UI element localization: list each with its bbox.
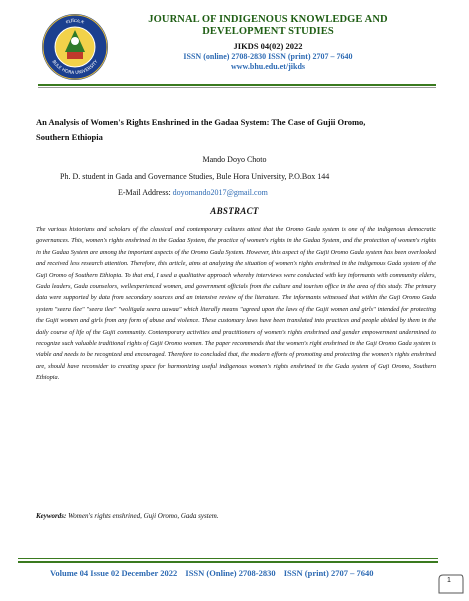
footer-divider-thin bbox=[18, 558, 438, 559]
email-link[interactable]: doyomando2017@gmail.com bbox=[172, 188, 268, 197]
header-divider-thin bbox=[38, 87, 436, 88]
author-affiliation: Ph. D. student in Gada and Governance Studies, Bule Hora University, P.O.Box 144 bbox=[60, 172, 330, 181]
keywords-text: Women's rights enshrined, Guji Oromo, Gada system. bbox=[66, 512, 219, 520]
keywords bbox=[36, 512, 436, 520]
journal-title-line1: JOURNAL OF INDIGENOUS KNOWLEDGE AND bbox=[148, 14, 388, 25]
header-divider bbox=[38, 84, 436, 86]
university-seal-icon bbox=[40, 12, 110, 82]
page-number: 1 bbox=[447, 577, 451, 584]
author-name: Mando Doyo Choto bbox=[202, 155, 267, 164]
article-title bbox=[36, 115, 436, 145]
article-title-line2: Southern Ethiopia bbox=[36, 132, 103, 142]
footer-divider bbox=[18, 561, 438, 563]
article-title-line1: An Analysis of Women's Rights Enshrined in the Gadaa System: The Case of Gujii Oromo, bbox=[36, 117, 366, 127]
footer bbox=[50, 568, 440, 578]
journal-url-link[interactable]: www.bhu.edu.et/jikds bbox=[230, 62, 306, 71]
journal-volume: JIKDS 04(02) 2022 bbox=[233, 41, 303, 51]
footer-volume: Volume 04 Issue 02 December 2022 bbox=[50, 568, 178, 578]
footer-issn-print: ISSN (print) 2707 – 7640 bbox=[283, 568, 374, 578]
keywords-label: Keywords: bbox=[36, 512, 67, 520]
journal-header bbox=[118, 14, 418, 71]
email-label: E-Mail Address: bbox=[118, 188, 173, 197]
email-line bbox=[118, 188, 268, 197]
abstract-heading: ABSTRACT bbox=[210, 206, 259, 216]
seal-top-text: ዩኒቨርሲቲ bbox=[65, 17, 85, 26]
seal-bottom-text: BULE HORA UNIVERSITY bbox=[50, 59, 100, 77]
page-number-badge-icon bbox=[437, 573, 465, 595]
journal-issn: ISSN (online) 2708-2830 ISSN (print) 2707 – 7640 bbox=[183, 52, 353, 61]
abstract-text: The various historians and scholars of the classical and contemporary cultures attest that the Oromo Gada system is one of the indigenous democratic governances. This, women's rights enshrined in the Gadaa System, the practice of women's rights in the Gadaa System, and the protection of women's rights in the Gadaa System are among the important aspects of the Oromo Gada System. However, this aspect of the Gujii Oromo Gada system has been overlooked and received less research attention. Therefore, this article, aims at analyzing the situation of women's rights enshrined in the indigenous Gada system of the Guji Oromo of Southern Ethiopia. To that end, I used a qualitative approach whereby interviews were conducted with key informants with community elders, Gada leaders, Gada counselors, wellexperienced women, and government officials from the culture and tourism office in the area of this study. The primary data were supported by data from secondary sources and an intensive review of the literature. The informants witnessed that within the Guji Oromo Gada system "seera ilee" "seera ilee" "woliigala seera uuwaa" which literally means "agreed upon the laws of the Gujii women and girls" intended for protecting the Gujii women and girls from any form of abuse and violence. These customary laws have been translated into practices and people abided by them in the daily course of life of the Gujii community. Contemporary activities and practitioners of women's rights enshrined and gender empowerment undermined to recognize such valuable traditional rights of Gujii Oromo women. The paper recommends that the women's right enshrined in the Guji Oromo Gada system is viable and needs to be recognized and encouraged. Therefore to concluded that, the modern efforts of promoting and protecting the women's rights enshrined are, should have reconsider to creating space for harmonizing useful indigenous women's rights enshrined in the Gada system of Guji Oromo, Southern Ethiopia. bbox=[36, 226, 436, 382]
footer-issn-online: ISSN (Online) 2708-2830 bbox=[185, 568, 276, 578]
journal-title-line2: DEVELOPMENT STUDIES bbox=[202, 26, 334, 37]
